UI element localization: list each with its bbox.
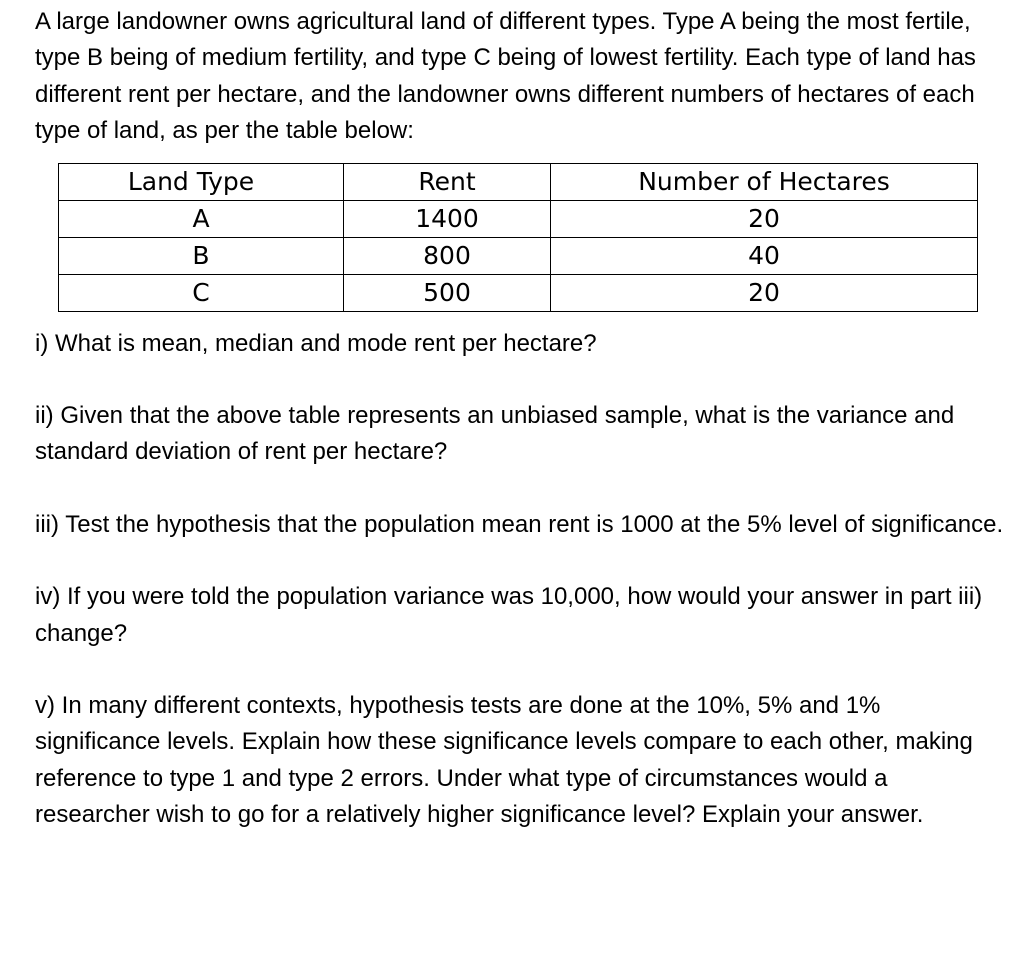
- cell-hectares: 20: [551, 274, 978, 311]
- cell-land-type: B: [59, 237, 344, 274]
- question-1: i) What is mean, median and mode rent per hectare?: [35, 329, 597, 357]
- question-3: iii) Test the hypothesis that the population mean rent is 1000 at the 5% level of significance.: [35, 510, 1004, 538]
- table-row: [59, 237, 978, 274]
- table-header-row: [59, 163, 978, 200]
- cell-rent: 800: [344, 237, 551, 274]
- cell-land-type: A: [59, 200, 344, 237]
- cell-rent: 1400: [344, 200, 551, 237]
- cell-hectares: 20: [551, 200, 978, 237]
- cell-hectares: 40: [551, 237, 978, 274]
- table-row: [59, 274, 978, 311]
- intro-paragraph: A large landowner owns agricultural land of different types. Type A being the most fertile, type B being of medium fertility, and type C being of lowest fertility. Each type of land has different rent per hectare, and the landowner owns different numbers of hectares of each type of land, as per the table below:: [35, 8, 976, 145]
- question-2: ii) Given that the above table represents an unbiased sample, what is the variance and standard deviation of rent per hectare?: [35, 402, 955, 466]
- header-hectares: Number of Hectares: [551, 163, 978, 200]
- header-land-type: Land Type: [59, 163, 344, 200]
- question-4: iv) If you were told the population variance was 10,000, how would your answer in part iii) change?: [35, 583, 983, 647]
- cell-land-type: C: [59, 274, 344, 311]
- land-table-wrapper: [58, 163, 976, 312]
- table-row: [59, 200, 978, 237]
- cell-rent: 500: [344, 274, 551, 311]
- land-table: [58, 163, 978, 312]
- document: [35, 4, 1005, 834]
- header-rent: Rent: [344, 163, 551, 200]
- question-5: v) In many different contexts, hypothesis tests are done at the 10%, 5% and 1% significance levels. Explain how these significance levels compare to each other, making reference to type 1 and type 2 errors. Under what type of circumstances would a researcher wish to go for a relatively higher significance level? Explain your answer.: [35, 692, 973, 829]
